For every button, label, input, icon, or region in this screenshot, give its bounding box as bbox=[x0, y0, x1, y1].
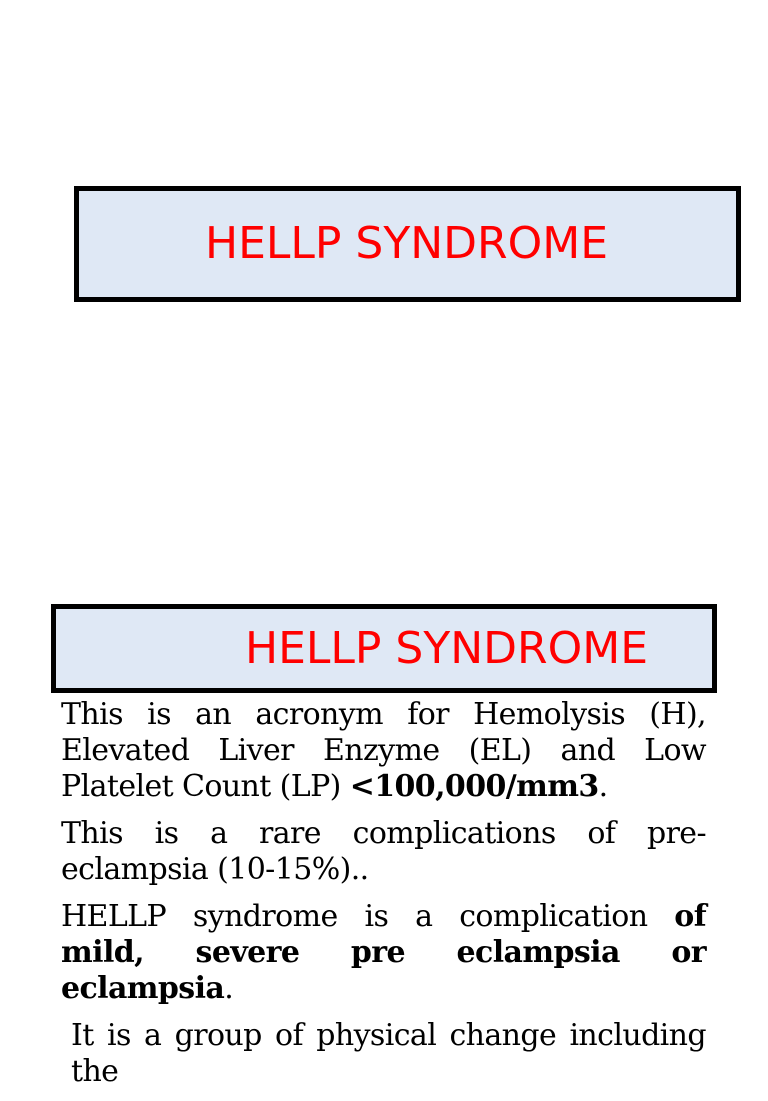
title-box bbox=[51, 604, 717, 693]
slide-title: HELLP SYNDROME bbox=[205, 218, 609, 269]
slide-title: HELLP SYNDROME bbox=[245, 622, 649, 674]
paragraph-rarity: This is a rare complications of pre-eclampsia (10-15%).. bbox=[61, 816, 706, 887]
paragraph-physical-change: It is a group of physical change including the bbox=[71, 1018, 706, 1089]
title-box bbox=[74, 186, 741, 302]
paragraph-acronym: This is an acronym for Hemolysis (H), Elevated Liver Enzyme (EL) and Low Platelet Count (LP) <100,000/mm3. bbox=[61, 697, 706, 804]
slide-body bbox=[61, 697, 706, 1101]
paragraph-complication: HELLP syndrome is a complication of mild, severe pre eclampsia or eclampsia. bbox=[61, 899, 706, 1006]
